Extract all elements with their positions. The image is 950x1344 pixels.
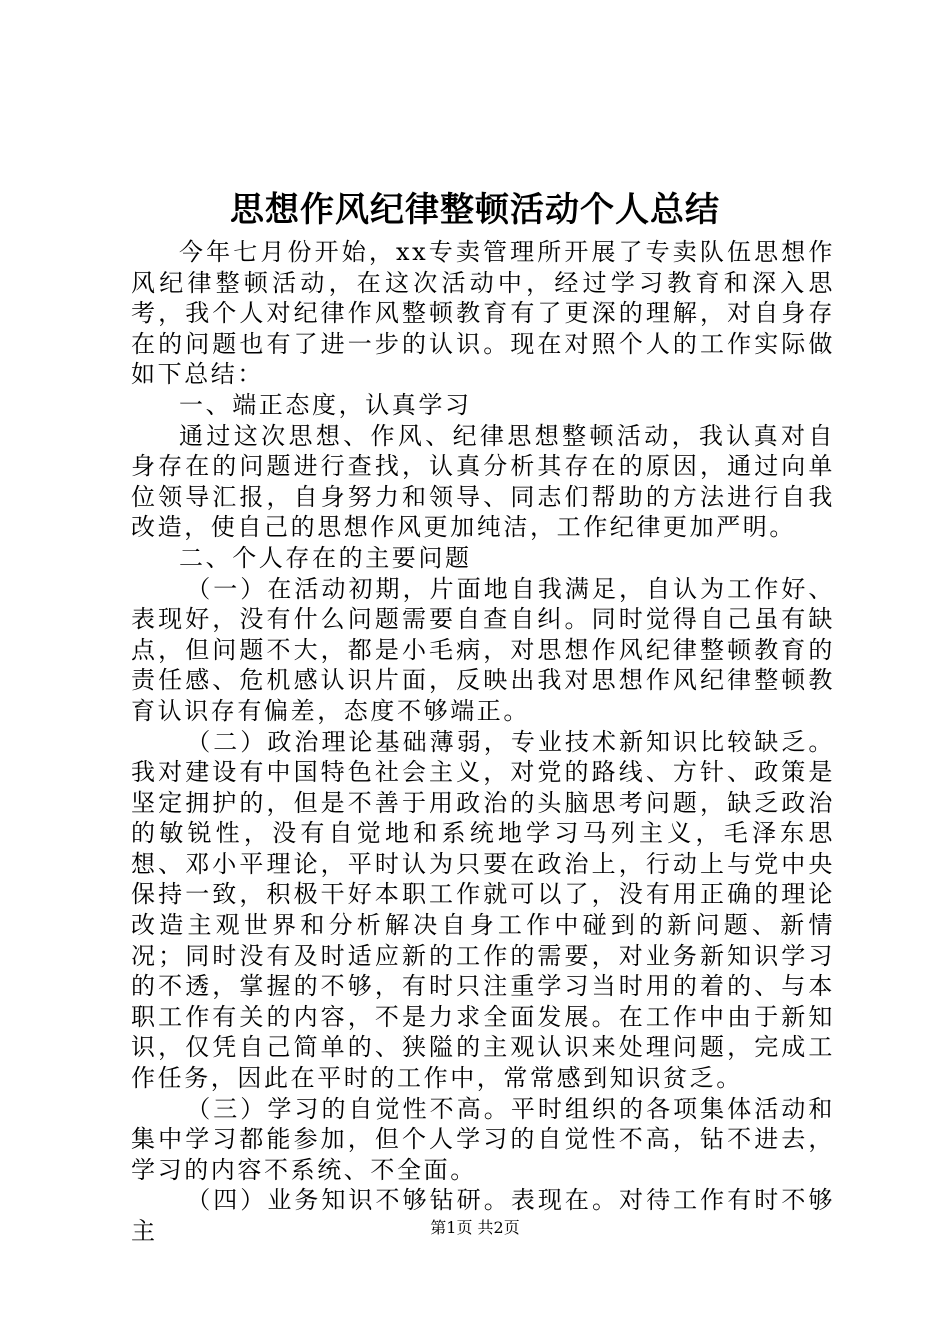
problem-item-2: （二）政治理论基础薄弱，专业技术新知识比较缺乏。我对建设有中国特色社会主义，对党的路线、方针、政策是坚定拥护的，但是不善于用政治的头脑思考问题，缺乏政治的敏锐性，没有自觉地和系统地学习马列主义，毛泽东思想、邓小平理论，平时认为只要在政治上，行动上与党中央保持一致，积极干好本职工作就可以了，没有用正确的理论改造主观世界和分析解决自身工作中碰到的新问题、新情况；同时没有及时适应新的工作的需要，对业务新知识学习的不透，掌握的不够，有时只注重学习当时用的着的、与本职工作有关的内容，不是力求全面发展。在工作中由于新知识，仅凭自己简单的、狭隘的主观认识来处理问题，完成工作任务，因此在平时的工作中，常常感到知识贫乏。 (131, 727, 835, 1093)
problem-item-4: （四）业务知识不够钻研。表现在。对待工作有时不够主 (131, 1186, 835, 1245)
problem-item-3: （三）学习的自觉性不高。平时组织的各项集体活动和集中学习都能参加，但个人学习的自觉性不高，钻不进去，学习的内容不系统、不全面。 (131, 1094, 835, 1184)
section-heading-1: 一、端正态度，认真学习 (179, 390, 472, 419)
problem-item-1: （一）在活动初期，片面地自我满足，自认为工作好、表现好，没有什么问题需要自查自纠。同时觉得自己虽有缺点，但问题不大，都是小毛病，对思想作风纪律整顿教育的责任感、危机感认识片面，反映出我对思想作风纪律整顿教育认识存有偏差，态度不够端正。 (131, 574, 835, 725)
document-title: 思想作风纪律整顿活动个人总结 (230, 190, 720, 230)
page-footer: 第1页 共2页 (430, 1218, 520, 1237)
intro-paragraph: 今年七月份开始，xx专卖管理所开展了专卖队伍思想作风纪律整顿活动，在这次活动中，经过学习教育和深入思考，我个人对纪律作风整顿教育有了更深的理解，对自身存在的问题也有了进一步的认识。现在对照个人的工作实际做如下总结： (131, 238, 835, 389)
document-body (131, 237, 835, 1247)
section-1-paragraph: 通过这次思想、作风、纪律思想整顿活动，我认真对自身存在的问题进行查找，认真分析其存在的原因，通过向单位领导汇报，自身努力和领导、同志们帮助的方法进行自我改造，使自己的思想作风更加纯洁，工作纪律更加严明。 (131, 421, 835, 542)
section-heading-2: 二、个人存在的主要问题 (179, 543, 472, 572)
